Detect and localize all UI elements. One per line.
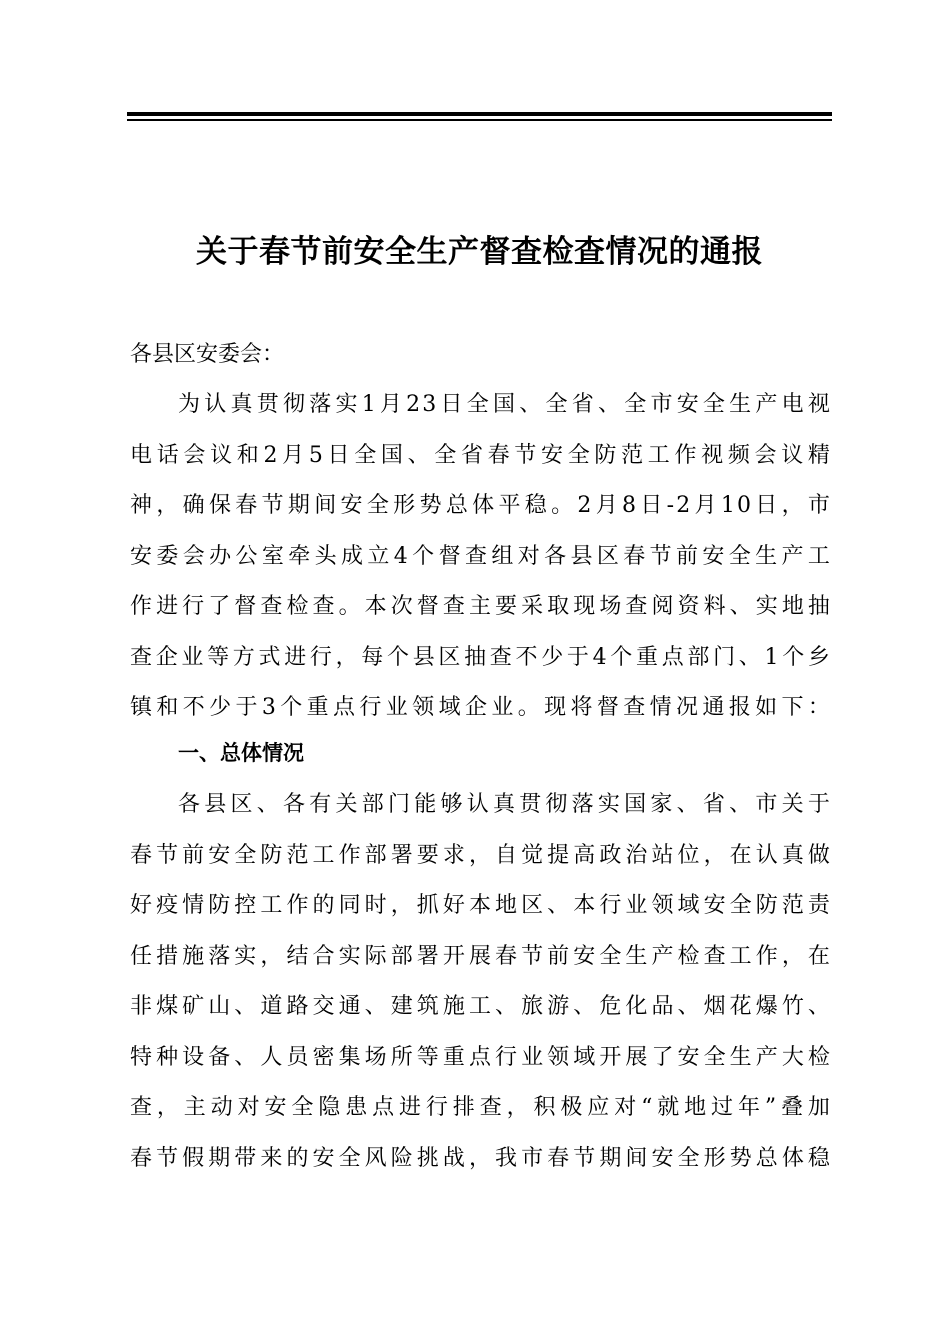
text-line: 神，确保春节期间安全形势总体平稳。2月8日-2月10日，市 xyxy=(130,493,832,518)
text-line: 镇和不少于3个重点行业领域企业。现将督查情况通报如下： xyxy=(130,695,832,720)
text-line: 电话会议和2月5日全国、全省春节安全防范工作视频会议精 xyxy=(130,442,832,468)
text-line: 特种设备、人员密集场所等重点行业领域开展了安全生产大检 xyxy=(130,1044,832,1070)
text-line: 各县区、各有关部门能够认真贯彻落实国家、省、市关于 xyxy=(178,792,832,817)
section-heading-overall: 一、总体情况 xyxy=(178,741,304,765)
salutation: 各县区安委会： xyxy=(130,342,285,367)
text-line: 春节前安全防范工作部署要求，自觉提高政治站位，在认真做 xyxy=(130,842,832,868)
text-line: 好疫情防控工作的同时，抓好本地区、本行业领域安全防范责 xyxy=(130,893,832,918)
header-rule-thin xyxy=(127,119,832,121)
paragraph-overall xyxy=(130,780,832,1184)
text-line: 作进行了督查检查。本次督查主要采取现场查阅资料、实地抽 xyxy=(130,594,832,619)
text-line: 查企业等方式进行，每个县区抽查不少于4个重点部门、1个乡 xyxy=(130,644,832,670)
paragraph-intro xyxy=(130,380,832,734)
text-line: 为认真贯彻落实1月23日全国、全省、全市安全生产电视 xyxy=(178,392,832,417)
document-title: 关于春节前安全生产督查检查情况的通报 xyxy=(196,234,763,270)
text-line: 安委会办公室牵头成立4个督查组对各县区春节前安全生产工 xyxy=(130,543,832,569)
text-line: 非煤矿山、道路交通、建筑施工、旅游、危化品、烟花爆竹、 xyxy=(130,994,832,1019)
text-line: 查，主动对安全隐患点进行排查，积极应对“就地过年”叠加 xyxy=(130,1095,832,1120)
text-line: 任措施落实，结合实际部署开展春节前安全生产检查工作，在 xyxy=(130,943,832,969)
header-rule-thick xyxy=(127,112,832,116)
text-line: 春节假期带来的安全风险挑战，我市春节期间安全形势总体稳 xyxy=(130,1145,832,1171)
